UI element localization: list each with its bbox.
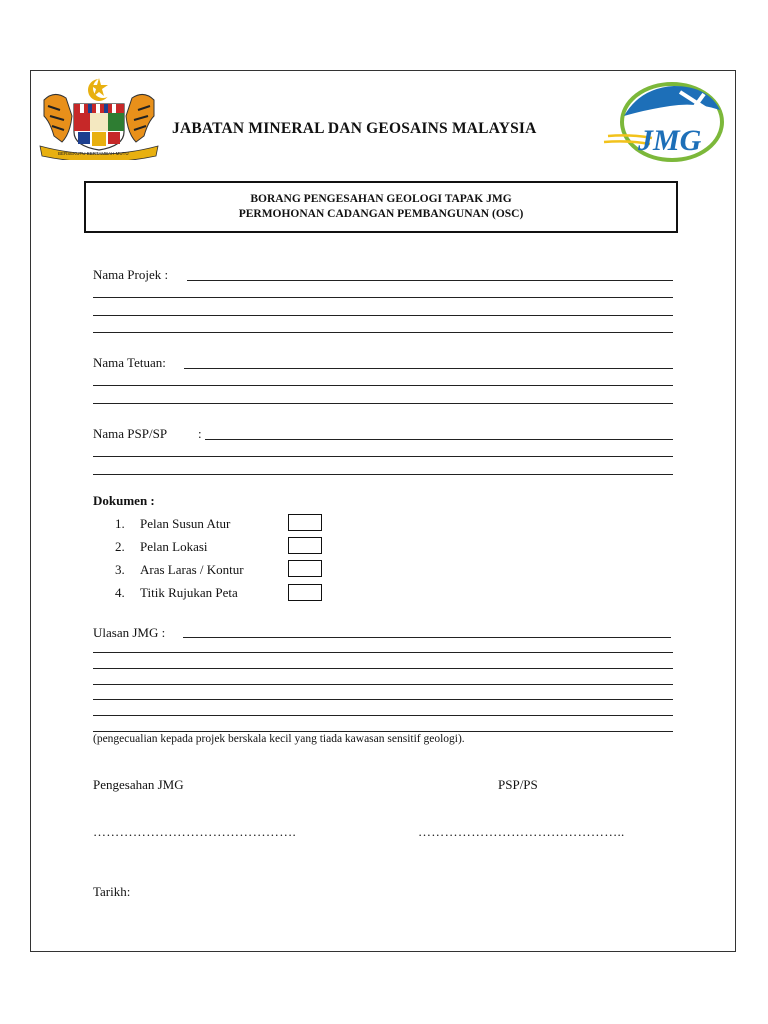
dokumen-item-2-num: 2. [115, 539, 125, 554]
dokumen-item-1-label: Pelan Susun Atur [140, 516, 231, 531]
nama-psp-line-2[interactable] [93, 456, 673, 457]
dokumen-item-4-num: 4. [115, 585, 125, 600]
crest-motto-text: BERSEKUTU BERTAMBAH MUTU [58, 151, 129, 156]
nama-tetuan-line-3[interactable] [93, 403, 673, 404]
dokumen-item-3-label: Aras Laras / Kontur [140, 562, 244, 577]
tarikh-label: Tarikh: [93, 884, 131, 899]
nama-projek-line-4[interactable] [93, 332, 673, 333]
nama-tetuan-line-2[interactable] [93, 385, 673, 386]
nama-psp-colon: : [198, 426, 202, 441]
nama-psp-input-line[interactable] [205, 439, 673, 440]
form-title-line2: PERMOHONAN CADANGAN PEMBANGUNAN (OSC) [238, 208, 524, 220]
pengesahan-jmg-signature-line[interactable]: ………………………………………. [93, 824, 297, 839]
jmg-logo-text: JMG [638, 124, 702, 157]
nama-psp-label: Nama PSP/SP [93, 426, 168, 441]
nama-psp-line-3[interactable] [93, 474, 673, 475]
nama-projek-label: Nama Projek : [93, 267, 169, 282]
coat-of-arms-icon [36, 76, 162, 160]
nama-projek-input-line[interactable] [187, 280, 673, 281]
dokumen-item-2-checkbox[interactable] [288, 537, 322, 554]
psp-ps-label: PSP/PS [498, 777, 538, 792]
pengesahan-jmg-label: Pengesahan JMG [93, 777, 184, 792]
dokumen-item-3-checkbox[interactable] [288, 560, 322, 577]
form-title-box [84, 181, 678, 233]
psp-ps-signature-line[interactable]: ……………………………………….. [418, 824, 625, 839]
ulasan-line-4[interactable] [93, 684, 673, 685]
agency-name: JABATAN MINERAL DAN GEOSAINS MALAYSIA [172, 120, 537, 137]
ulasan-line-2[interactable] [93, 652, 673, 653]
dokumen-heading: Dokumen : [93, 493, 155, 508]
dokumen-item-4-label: Titik Rujukan Peta [140, 585, 238, 600]
nama-projek-line-2[interactable] [93, 297, 673, 298]
ulasan-jmg-label: Ulasan JMG : [93, 625, 166, 640]
ulasan-input-line[interactable] [183, 637, 671, 638]
ulasan-line-7[interactable] [93, 731, 673, 732]
dokumen-item-2-label: Pelan Lokasi [140, 539, 208, 554]
dokumen-item-4-checkbox[interactable] [288, 584, 322, 601]
form-title-line1: BORANG PENGESAHAN GEOLOGI TAPAK JMG [250, 193, 512, 205]
nama-projek-line-3[interactable] [93, 315, 673, 316]
dokumen-item-1-num: 1. [115, 516, 125, 531]
ulasan-line-6[interactable] [93, 715, 673, 716]
jmg-logo-icon [600, 76, 730, 166]
dokumen-item-1-checkbox[interactable] [288, 514, 322, 531]
nama-tetuan-input-line[interactable] [184, 368, 673, 369]
nama-tetuan-label: Nama Tetuan: [93, 355, 166, 370]
ulasan-note: (pengecualian kepada projek berskala kecil yang tiada kawasan sensitif geologi). [93, 733, 465, 745]
ulasan-line-3[interactable] [93, 668, 673, 669]
dokumen-item-3-num: 3. [115, 562, 125, 577]
ulasan-line-5[interactable] [93, 699, 673, 700]
